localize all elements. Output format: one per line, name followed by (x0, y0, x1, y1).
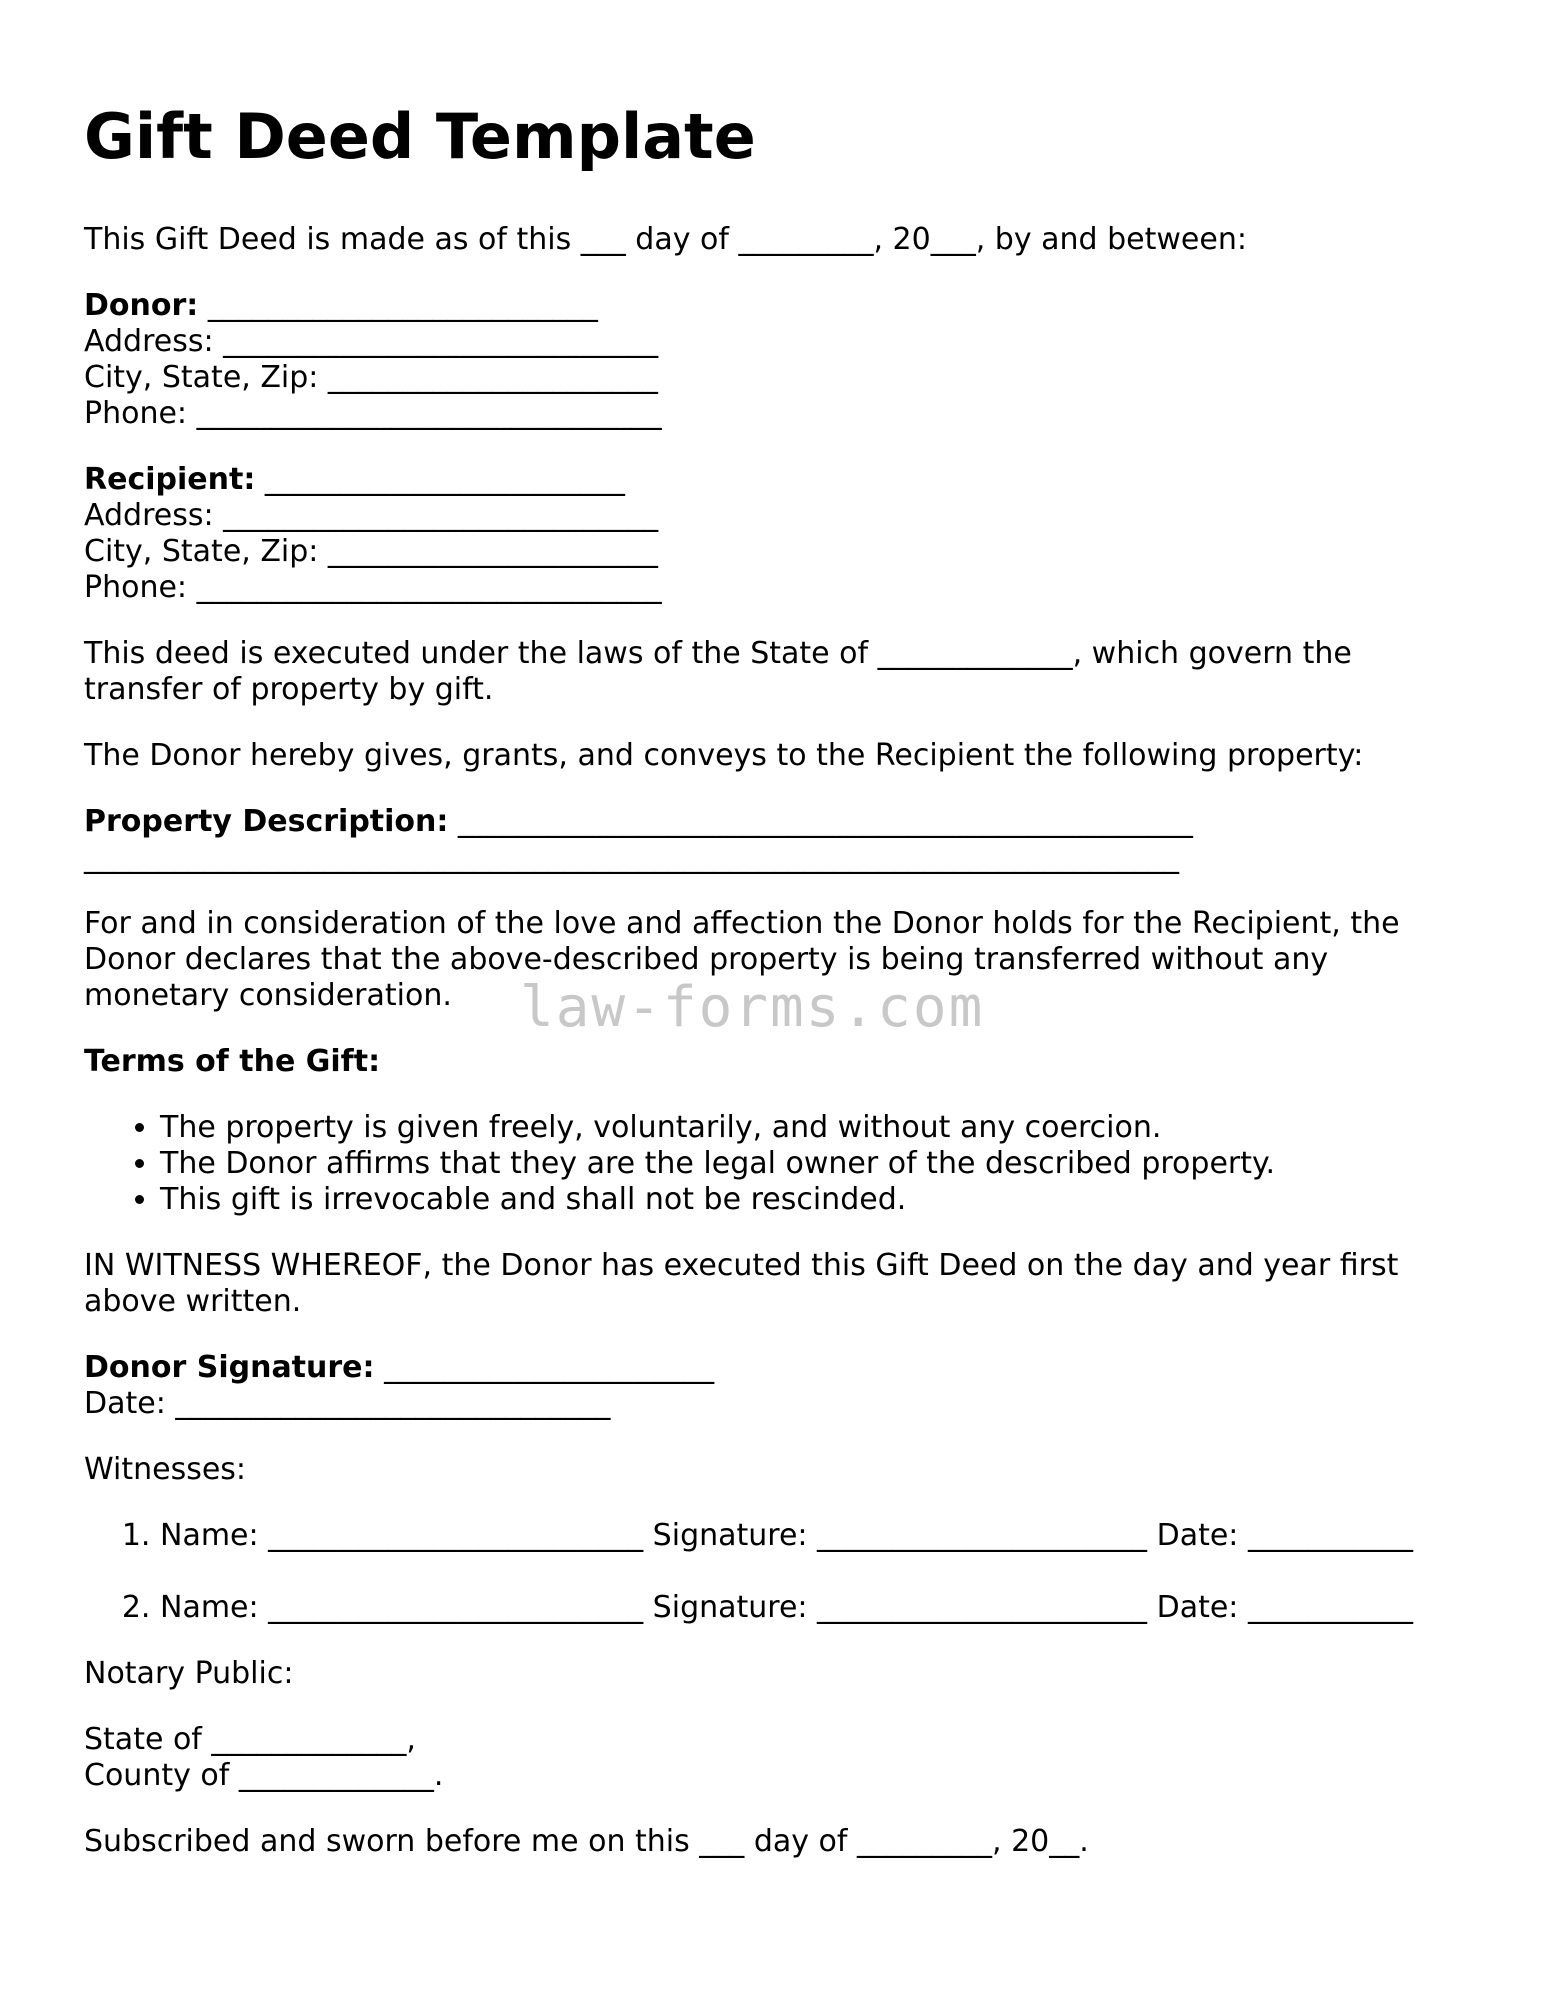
notary-heading-block (84, 1656, 1474, 1692)
watermark: law-forms.com (520, 975, 985, 1040)
subscribed-paragraph (84, 1824, 1474, 1860)
recipient-phone: Phone: _______________________________ (84, 570, 662, 605)
intro-text: This Gift Deed is made as of this ___ day of _________, 20___, by and between: (84, 222, 1247, 257)
property-description-blank-line: _________________________________________________________________________ (84, 840, 1179, 875)
witness-entry: 1. Name: _________________________ Signature: ______________________ Date: ___________ (160, 1518, 1474, 1554)
witness-clause-text: IN WITNESS WHEREOF, the Donor has executed this Gift Deed on the day and year first above written. (84, 1248, 1408, 1319)
donor-label: Donor: (84, 288, 199, 323)
terms-heading-block (84, 1044, 1474, 1080)
recipient-address: Address: _____________________________ (84, 498, 659, 533)
donor-phone: Phone: _______________________________ (84, 396, 662, 431)
recipient-section (84, 462, 1474, 606)
donor-section (84, 288, 1474, 432)
terms-heading (84, 1044, 1474, 1080)
notary-heading: Notary Public: (84, 1656, 294, 1691)
donor-signature-date: Date: _____________________________ (84, 1386, 611, 1421)
recipient-label: Recipient: (84, 462, 256, 497)
intro-paragraph (84, 222, 1474, 258)
witnesses-list (84, 1518, 1474, 1626)
consideration-text: For and in consideration of the love and affection the Donor holds for the Recipient, the Donor declares that the above-described property is being transferred without any monetary consideration. (84, 906, 1410, 1013)
donor-name-blank: __________________________ (198, 288, 598, 323)
donor-signature-blank: ______________________ (374, 1350, 715, 1385)
property-description-section (84, 804, 1474, 876)
witnesses-heading-block (84, 1452, 1474, 1488)
donor-signature-line (84, 1350, 1474, 1386)
terms-list-item: • This gift is irrevocable and shall not be rescinded. (160, 1182, 1474, 1218)
notary-venue-section (84, 1722, 1474, 1794)
witness-clause-paragraph (84, 1248, 1474, 1320)
governing-law-text: This deed is executed under the laws of the State of _____________, which govern the transfer of property by gift. (84, 636, 1362, 707)
governing-law-paragraph (84, 636, 1474, 708)
recipient-city-state-zip: City, State, Zip: ______________________ (84, 534, 658, 569)
document-title: Gift Deed Template (84, 100, 756, 173)
notary-county: County of _____________. (84, 1758, 444, 1793)
property-description-line (84, 804, 1474, 840)
donor-address: Address: _____________________________ (84, 324, 659, 359)
donor-city-state-zip: City, State, Zip: ______________________ (84, 360, 658, 395)
witnesses-heading: Witnesses: (84, 1452, 247, 1487)
subscribed-text: Subscribed and sworn before me on this ___ day of _________, 20__. (84, 1824, 1089, 1859)
notary-state: State of _____________, (84, 1722, 416, 1757)
donor-signature-label: Donor Signature: (84, 1350, 375, 1385)
witness-entry: 2. Name: _________________________ Signature: ______________________ Date: ___________ (160, 1590, 1474, 1626)
donor-signature-section (84, 1350, 1474, 1422)
property-description-blank: _________________________________________________ (448, 804, 1193, 839)
terms-list-item: • The property is given freely, voluntarily, and without any coercion. (160, 1110, 1474, 1146)
recipient-name-line (84, 462, 1474, 498)
terms-heading-text: Terms of the Gift: (84, 1044, 381, 1079)
donor-name-line (84, 288, 1474, 324)
document-page (84, 100, 1474, 1890)
recipient-name-blank: ________________________ (255, 462, 625, 497)
property-description-label: Property Description: (84, 804, 449, 839)
terms-list-item: • The Donor affirms that they are the legal owner of the described property. (160, 1146, 1474, 1182)
conveyance-text: The Donor hereby gives, grants, and conveys to the Recipient the following property: (84, 738, 1364, 773)
terms-list (84, 1110, 1474, 1218)
conveyance-paragraph (84, 738, 1474, 774)
consideration-paragraph (84, 906, 1474, 1014)
